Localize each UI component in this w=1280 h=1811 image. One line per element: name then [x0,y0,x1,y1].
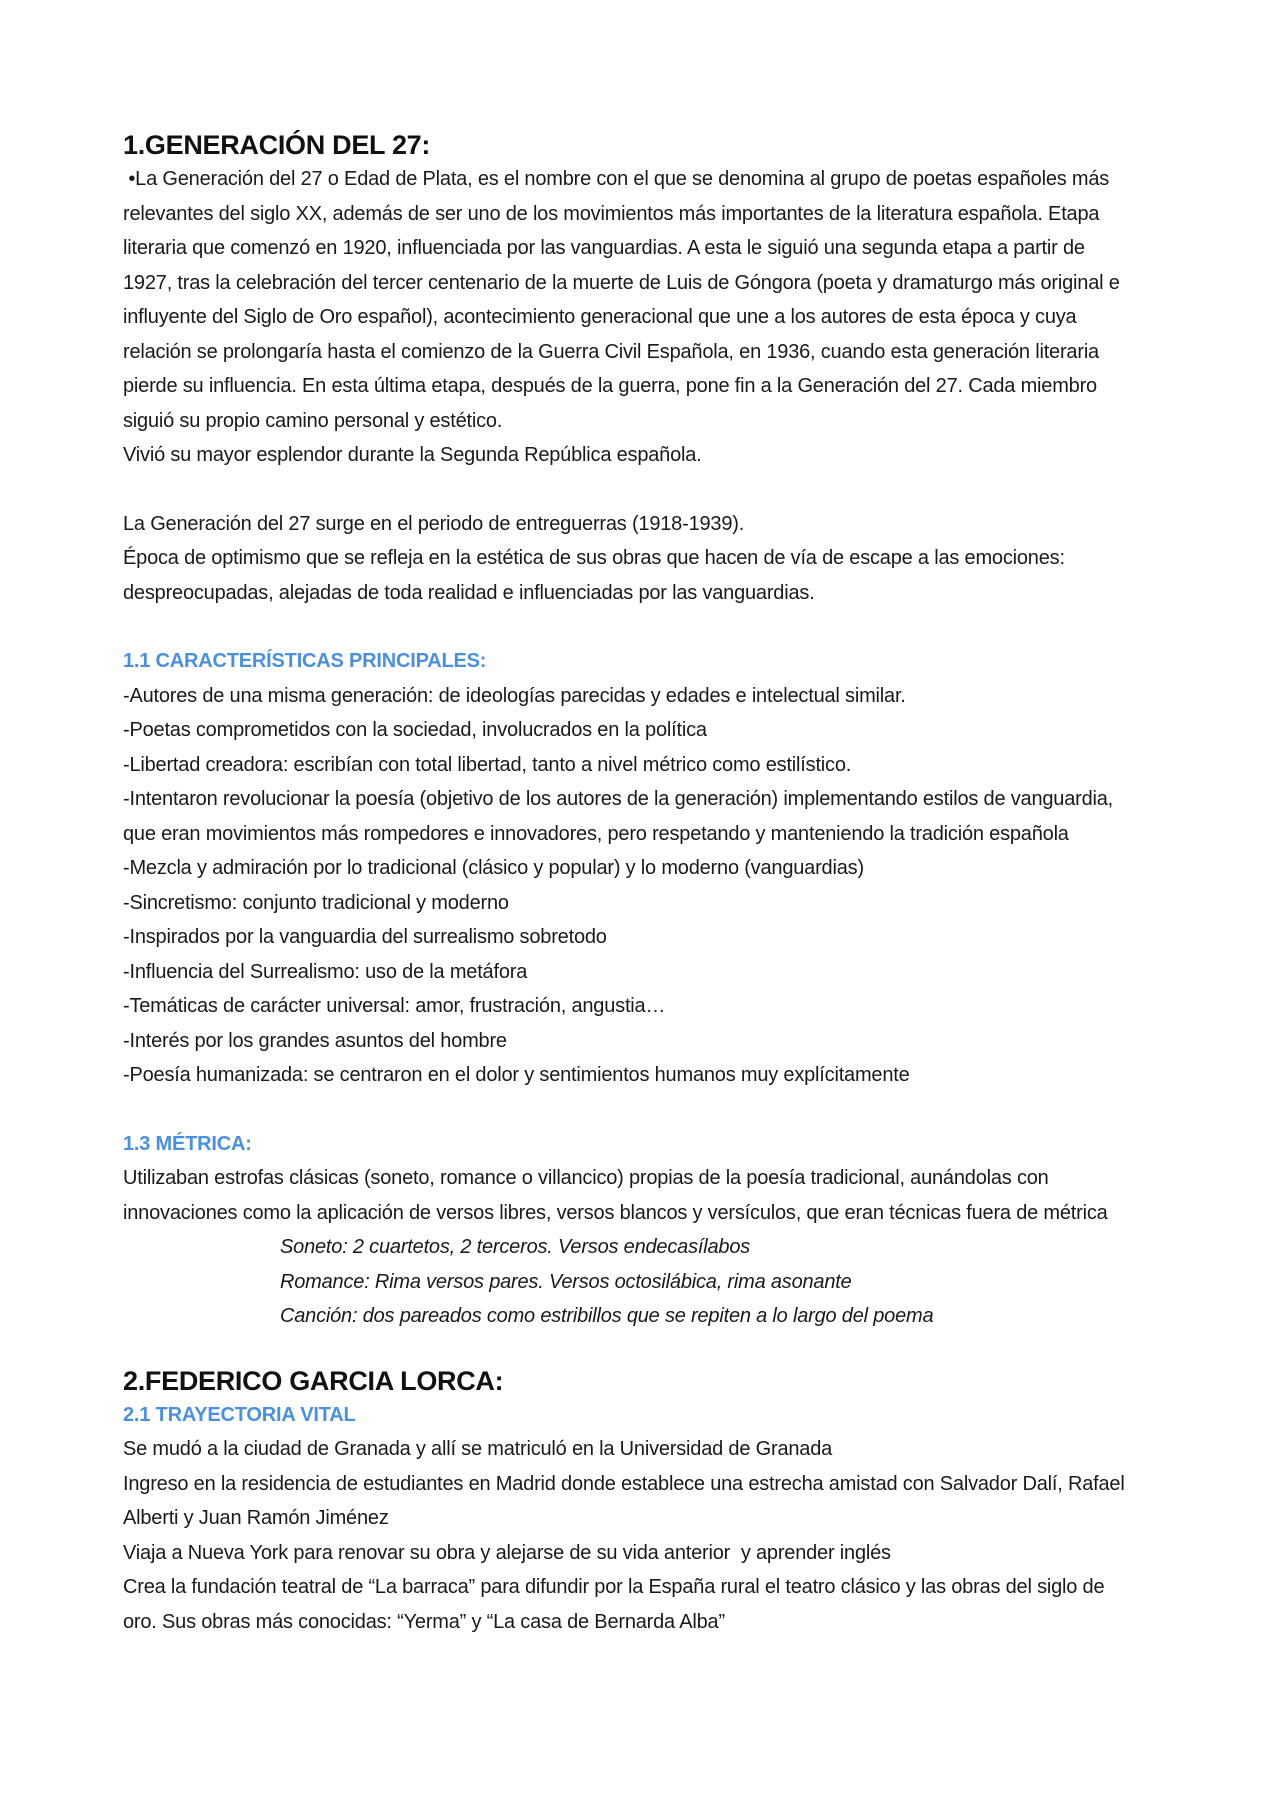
metric-form-line: Romance: Rima versos pares. Versos octosilábica, rima asonante [280,1270,852,1293]
section-2-title: 2.FEDERICO GARCIA LORCA: [123,1365,504,1396]
list-item: -Temáticas de carácter universal: amor, frustración, angustia… [123,995,666,1017]
text-line: Viaja a Nueva York para renovar su obra y alejarse de su vida anterior y aprender inglés [123,1541,891,1564]
list-item: -Poesía humanizada: se centraron en el dolor y sentimientos humanos muy explícitamente [123,1064,910,1086]
list-item: -Mezcla y admiración por lo tradicional (clásico y popular) y lo moderno (vanguardias) [123,857,864,879]
text-line: siguió su propio camino personal y estético. [123,409,503,432]
text-line: pierde su influencia. En esta última etapa, después de la guerra, pone fin a la Generación del 27. Cada miembro [123,375,1097,397]
list-item: -Interés por los grandes asuntos del hombre [123,1029,507,1052]
text-line: innovaciones como la aplicación de versos libres, versos blancos y versículos, que eran técnicas fuera de métrica [123,1201,1108,1224]
list-item: que eran movimientos más rompedores e innovadores, pero respetando y manteniendo la tradición española [123,822,1069,845]
list-item: -Libertad creadora: escribían con total libertad, tanto a nivel métrico como estilístico. [123,753,852,776]
text-line: Se mudó a la ciudad de Granada y allí se matriculó en la Universidad de Granada [123,1438,833,1460]
list-item: -Poetas comprometidos con la sociedad, involucrados en la política [123,719,707,741]
biography-text [123,1432,1160,1639]
text-line: relevantes del siglo XX, además de ser uno de los movimientos más importantes de la literatura española. Etapa [123,202,1100,225]
text-line: Vivió su mayor esplendor durante la Segunda República española. [123,444,702,466]
section-1-title: 1.GENERACIÓN DEL 27: [123,130,431,160]
characteristics-list [123,679,1160,1093]
metric-form-line: Canción: dos pareados como estribillos que se repiten a lo largo del poema [280,1305,934,1327]
section-1-intro [123,162,1160,473]
text-line: Utilizaban estrofas clásicas (soneto, romance o villancico) propias de la poesía tradicional, aunándolas con [123,1167,1049,1189]
section-1-3-title: 1.3 MÉTRICA: [123,1132,252,1155]
list-item: -Autores de una misma generación: de ideologías parecidas y edades e intelectual similar. [123,684,906,707]
text-line: relación se prolongaría hasta el comienzo de la Guerra Civil Española, en 1936, cuando esta generación literaria [123,340,1099,363]
list-item: -Intentaron revolucionar la poesía (objetivo de los autores de la generación) implementando estilos de vanguardia, [123,788,1114,810]
section-2-1-title: 2.1 TRAYECTORIA VITAL [123,1403,356,1426]
text-line: oro. Sus obras más conocidas: “Yerma” y “La casa de Bernarda Alba” [123,1610,725,1633]
section-1-context [123,507,1160,611]
text-line: 1927, tras la celebración del tercer centenario de la muerte de Luis de Góngora (poeta y dramaturgo más original e [123,271,1120,294]
spacer [123,1334,1160,1364]
text-line: literaria que comenzó en 1920, influenciada por las vanguardias. A esta le siguió una segunda etapa a partir de [123,237,1085,259]
text-line: Época de optimismo que se refleja en la estética de sus obras que hacen de vía de escape a las emociones: [123,547,1065,569]
list-item: -Inspirados por la vanguardia del surrealismo sobretodo [123,926,607,948]
metric-text [123,1161,1160,1334]
spacer [123,473,1160,507]
text-line: Alberti y Juan Ramón Jiménez [123,1507,389,1529]
text-line: despreocupadas, alejadas de toda realidad e influenciadas por las vanguardias. [123,581,815,604]
section-1-1-title: 1.1 CARACTERÍSTICAS PRINCIPALES: [123,650,487,672]
spacer [123,1093,1160,1127]
spacer [123,610,1160,644]
list-item: -Influencia del Surrealismo: uso de la metáfora [123,960,528,983]
text-line: Ingreso en la residencia de estudiantes en Madrid donde establece una estrecha amistad con Salvador Dalí, Rafael [123,1472,1125,1495]
text-line: La Generación del 27 surge en el periodo de entreguerras (1918-1939). [123,512,745,535]
metric-form-line: Soneto: 2 cuartetos, 2 terceros. Versos endecasílabos [280,1236,751,1258]
text-line: influyente del Siglo de Oro español), acontecimiento generacional que une a los autores de esta época y cuya [123,306,1077,328]
text-line: •La Generación del 27 o Edad de Plata, es el nombre con el que se denomina al grupo de poetas españoles más [123,168,1110,190]
list-item: -Sincretismo: conjunto tradicional y moderno [123,891,509,914]
text-line: Crea la fundación teatral de “La barraca” para difundir por la España rural el teatro clásico y las obras del siglo de [123,1576,1105,1598]
